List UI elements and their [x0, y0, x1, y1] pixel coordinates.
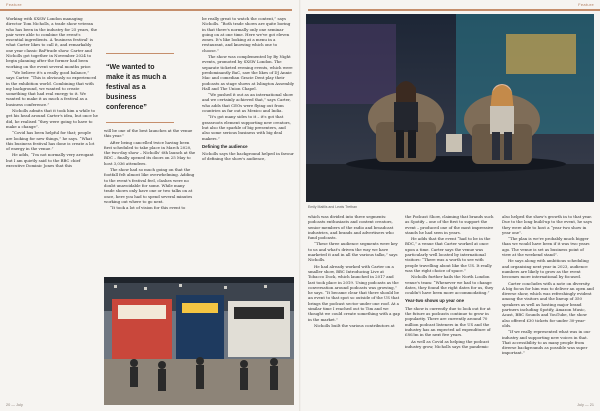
paragraph: Nicholls built the various contributors at — [314, 322, 395, 328]
paragraph: He had already worked with Carter on a smaller show, BBC Introducing Live at Tobacco Dock, which launched in 2017 and last took place in 2019. Using podcasts as the conversation around podcasts was growing,” he says. “It became clear that there should be an event to that spot so outside of the US that brings the podcast sector under one roof. At a similar time I reached out to Tim and we thought we could create something with a gap in the market.” — [308, 263, 400, 322]
paragraph: which was divided into three segments: podcasts enthusiasts and content creators, senior members of the radio and broadcast industries, and brands and advertisers who fund podcasts. — [308, 214, 394, 241]
paragraph: As well as Covid as helping the podcast industry grow, Nicholls says the pandemic — [405, 338, 490, 349]
section-label-right: Feature — [578, 2, 594, 7]
article-column-3 — [202, 16, 294, 163]
stage-photo — [306, 14, 594, 202]
paragraph: “It took a lot of vision for this event to — [110, 205, 186, 211]
article-column-6 — [502, 214, 594, 357]
article-column-5 — [405, 214, 497, 350]
photo-caption: Emily Maitlis and Lewis Trethan — [308, 205, 358, 209]
section-label-left: Feature — [6, 2, 22, 7]
article-column-2 — [104, 128, 196, 211]
article-column-4 — [308, 214, 400, 329]
paragraph: He adds that the event “had to be in the BDC,” a venue that Carter worked at once upon a time. Carter says the venue was particularly well located by international visitors: “There was a worth to see with people travelling about like the US. It really was the right choice of space.” — [405, 236, 492, 273]
paragraph: the Podcast Show, claiming that brands such as Spotify – one of the first to support the event – produced one of the most impressive stands he had seen in years. — [405, 214, 494, 235]
paragraph: The show was complemented by By Night events, promoted by SXSW London. The separate ticketed evening events, which were predominantly BaC, saw the likes of DJ Annie Mac and comedian Gracie Dent play their podcasts as stage shows at Islington Assembly Hall and The Union Chapel. — [202, 54, 294, 91]
page-number-right: July — 21 — [577, 403, 594, 407]
article-column-1 — [6, 16, 98, 169]
paragraph: The show had so much going on that the footfall felt almost like overwhelming. Adding to the event's festival feel, clashes were no doubt unavoidable for some. While many trade shows only have one or two talks on at once, here you had to spend several minutes working out where to go next. — [104, 167, 195, 204]
paragraph: He adds, “I'm not normally very arrogant but I am quietly said to the BBC chief executive Dominic Jones that this — [6, 152, 94, 169]
paragraph: Working with SXSW London managing director Tom Nicholls, a trade show veteran who has been in the industry for 25 years, the pair were able to combine the event's essential ingredients. A 'business festival' is what Carter likes to call it, and remarkably one year classic BaFtrade show. Carter and Nicholls got together in November 2024 to begin planning after the former had been working on the event several months prior. — [6, 16, 98, 69]
paragraph: After being cancelled twice having been first scheduled to take place in March 2020, the two-day show – Nicholls' 6th launch at the BDC – finally opened its doors on 25 May to host 3,036 attendees. — [104, 139, 196, 166]
paragraph: “Covid has been helpful for that; people are looking for new things,” he says. “What this business festival has done is create a lot of energy in the venue.” — [6, 130, 95, 152]
page-number-left: 20 — July — [6, 403, 23, 407]
section-subheading: Defining the audience — [202, 143, 248, 149]
paragraph: He says along with ambitious scheduling and organising next year in 2023, audience numbers are likely to grow as the event becomes more international by focused. — [502, 258, 589, 280]
paragraph: The show is currently due to look out for at the future as podcasts continue to grow in popularity. There are currently around 70 million podcast listeners in the US and the industry has an expected ad expenditure of £803m in the next five years. — [405, 305, 491, 338]
paragraph: will be one of the best launches at the venue this year.” — [104, 128, 193, 139]
section-subheading: Year-two shows up year one — [405, 298, 465, 304]
page-gutter — [299, 0, 301, 411]
header-rule-right — [308, 9, 600, 11]
expo-hall-photo — [104, 277, 294, 405]
paragraph: “We pushed it out as an international show and we certainly achieved that,” says Carter, who adds that CEOs were flying out from countries as far out as Mexico and India. — [202, 92, 294, 114]
paragraph: Nicholls says the background helped in favour of defining the show's audience, — [202, 151, 294, 162]
paragraph: “The plan is we're probably much bigger than we would have been if it was two years ago. The venue is set as business point of view at the weekend stand”. — [502, 236, 590, 258]
paragraph: “If we really represented what was in our industry and supporting new voices in that. That accessibility to as many people from diverse backgrounds as possible was super important.” — [502, 329, 591, 356]
paragraph: Carter concludes with a note on diversity. A big focus for him was to deliver an open and diverse show, which was refreshingly evident among the visitors and the lineup of 350 speakers as well as hosting major brand partners including Spotify, Amazon Music, Acast, BBC Sounds and YouTube, the show also offered £30 tickets for under 30-year-olds. — [502, 280, 594, 328]
pull-quote: “We wanted to make it as much a festival as a business conference” — [106, 53, 174, 123]
paragraph: be really great to watch the content,” says Nicholls. “Both trade shows are quite boring in that there's normally only one seminar going on at one time. Here we've got eleven zones. It's like looking at a menu in a restaurant, and knowing which one to choose.” — [202, 16, 291, 53]
paragraph: Nicholls admits that it took him a while to get his head around Carter's idea, but once he did, he realised “they were going to have to make a change”. — [6, 108, 98, 129]
paragraph: “We believe it's a really good balance,” says Carter. “This is obviously so experienced in the exhibition world. Combining that with my background, we wanted to create something that had real energy to it. We wanted to make it as much a festival as a business conference.” — [6, 69, 97, 107]
header-rule-left — [0, 9, 292, 11]
paragraph: “These three audience segments were key to us and what's driven the way we have marketed it and in all the various talks,” says Nicholls. — [308, 241, 398, 263]
paragraph: Nicholls further hails the North London venue's team: “Whenever we had to change dates, they found the right dates for us, they couldn't have been more accommodating.” — [405, 274, 494, 296]
paragraph: also helped the show's growth in to that year. Due to the long build-up to the event, he says they were able to host a “year two show in year one”. — [502, 214, 592, 235]
paragraph: “It's got many sides to it – it's got that grassroots element supporting new creators, but also the sparkle of big presenters, and also some serious business with big deal makers.” — [202, 114, 291, 141]
